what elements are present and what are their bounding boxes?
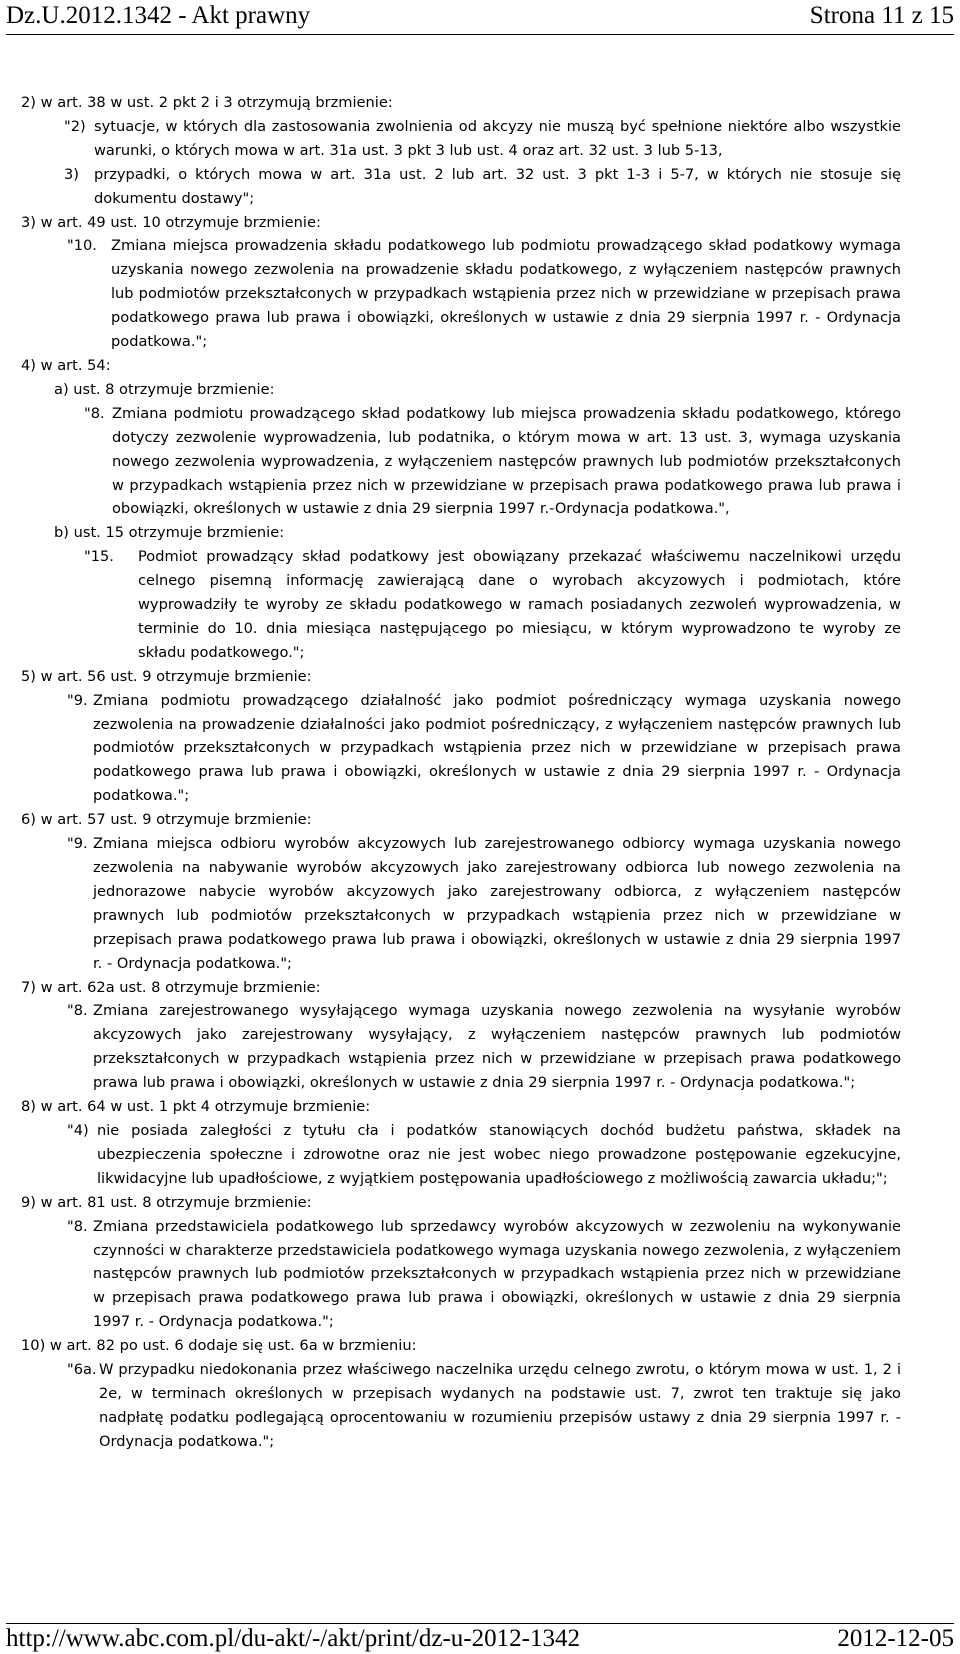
quoted-provision <box>21 234 901 354</box>
page-footer <box>6 1624 954 1654</box>
point-3 <box>21 163 901 211</box>
header-divider <box>6 34 954 35</box>
provision-text: Zmiana przedstawiciela podatkowego lub sprzedawcy wyrobów akcyzowych w zezwoleniu na wykonywanie czynności w charakterze przedstawiciela podatkowego wymaga uzyskania nowego zezwolenia, z wyłączeniem następców prawnych lub podmiotów przekształconych w przypadkach wstąpienia przez nich w przewidziane w przepisach prawa podatkowego prawa lub prawa i obowiązki, określonych w ustawie z dnia 29 sierpnia 1997 r. - Ordynacja podatkowa."; <box>93 1217 901 1331</box>
provision-label: "8. <box>67 1217 88 1235</box>
point-2 <box>21 115 901 163</box>
quoted-provision <box>21 1215 901 1335</box>
document-title: Dz.U.2012.1342 - Akt prawny <box>6 2 311 29</box>
provision-text: nie posiada zaległości z tytułu cła i podatków stanowiących dochód budżetu państwa, składek na ubezpieczenia społeczne i zdrowotne oraz nie jest wobec niego prowadzone postępowanie egzekucyjne, likwidacyjne lub upadłościowe, z wyjątkiem postępowania upadłościowego z możliwością zawarcia układu;"; <box>97 1121 901 1187</box>
item-intro: 10) w art. 82 po ust. 6 dodaje się ust. 6a w brzmieniu: <box>21 1337 417 1355</box>
provision-label: "9. <box>67 835 88 853</box>
item-intro: 4) w art. 54: <box>21 356 111 374</box>
source-url[interactable]: http://www.abc.com.pl/du-akt/-/akt/print/dz-u-2012-1342 <box>6 1625 580 1652</box>
page-header <box>6 0 954 32</box>
page-number: Strona 11 z 15 <box>809 2 954 29</box>
provision-label: "10. <box>67 237 97 255</box>
amendment-item-7 <box>21 976 901 1096</box>
amendment-item-6 <box>21 808 901 975</box>
amendment-item-8 <box>21 1095 901 1191</box>
point-label: 3) <box>64 165 79 183</box>
provision-text: Zmiana zarejestrowanego wysyłającego wymaga uzyskania nowego zezwolenia na wysyłanie wyrobów akcyzowych jako zarejestrowany wysyłający, z wyłączeniem następców prawnych lub podmiotów przekształconych w przypadkach wstąpienia przez nich w przewidziane w przepisach prawa podatkowego prawa lub prawa i obowiązki, określonych w ustawie z dnia 29 sierpnia 1997 r. - Ordynacja podatkowa."; <box>93 1002 901 1092</box>
amendment-item-4 <box>21 354 901 665</box>
item-intro: 5) w art. 56 ust. 9 otrzymuje brzmienie: <box>21 667 312 685</box>
quoted-provision <box>21 689 901 809</box>
quoted-provision <box>21 1119 901 1191</box>
document-body <box>21 91 901 1454</box>
provision-label: "8. <box>67 1002 88 1020</box>
provision-text: Zmiana podmiotu prowadzącego skład podatkowy lub miejsca prowadzenia składu podatkowego, którego dotyczy zezwolenie wyprowadzenia, lub podatnika, o którym mowa w art. 13 ust. 3, wymaga uzyskania nowego zezwolenia wyprowadzenia, z wyłączeniem następców prawnych lub podmiotów przekształconych w przypadkach wstąpienia przez nich w przewidziane w przepisach prawa podatkowego prawa lub prawa i obowiązki, określonych w ustawie z dnia 29 sierpnia 1997 r.-Ordynacja podatkowa.", <box>112 404 901 518</box>
provision-label: "6a. <box>67 1361 97 1379</box>
quoted-provision <box>54 402 901 522</box>
sub-item-a <box>21 378 901 521</box>
provision-label: "4) <box>67 1121 89 1139</box>
sub-item-b <box>21 521 901 664</box>
provision-text: Zmiana miejsca prowadzenia składu podatkowego lub podmiotu prowadzącego skład podatkowy wymaga uzyskania nowego zezwolenia na prowadzenie składu podatkowego, z wyłączeniem następców prawnych lub podmiotów przekształconych w przypadkach wstąpienia przez nich w przewidziane w przepisach prawa podatkowego prawa lub prawa i obowiązki, określonych w ustawie z dnia 29 sierpnia 1997 r. - Ordynacja podatkowa."; <box>111 237 901 351</box>
provision-label: "15. <box>84 548 114 566</box>
item-intro: 2) w art. 38 w ust. 2 pkt 2 i 3 otrzymują brzmienie: <box>21 94 393 111</box>
point-text: sytuacje, w których dla zastosowania zwolnienia od akcyzy nie muszą być spełnione niektóre albo wszystkie warunki, o których mowa w art. 31a ust. 3 pkt 3 lub ust. 4 oraz art. 32 ust. 3 lub 5-13, <box>94 117 901 159</box>
item-intro: 8) w art. 64 w ust. 1 pkt 4 otrzymuje brzmienie: <box>21 1098 371 1116</box>
quoted-provision <box>21 1358 901 1454</box>
amendment-item-10 <box>21 1334 901 1454</box>
provision-text: Podmiot prowadzący skład podatkowy jest obowiązany przekazać właściwemu naczelnikowi urzędu celnego pisemną informację zawierającą dane o wyrobach akcyzowych i podmiotach, które wyprowadziły te wyroby ze składu podatkowego w ramach posiadanych zezwoleń wyprowadzenia, w terminie do 10. dnia miesiąca następującego po miesiącu, w którym wyprowadzono te wyroby ze składu podatkowego."; <box>138 548 901 661</box>
provision-text: W przypadku niedokonania przez właściwego naczelnika urzędu celnego zwrotu, o którym mowa w ust. 1, 2 i 2e, w terminach określonych w przepisach wydanych na podstawie ust. 7, zwrot ten traktuje się jako nadpłatę podatku podlegającą oprocentowaniu w rozumieniu przepisów ustawy z dnia 29 sierpnia 1997 r. - Ordynacja podatkowa."; <box>99 1361 901 1450</box>
quoted-provision <box>54 545 901 665</box>
item-intro: 6) w art. 57 ust. 9 otrzymuje brzmienie: <box>21 811 312 829</box>
provision-text: Zmiana podmiotu prowadzącego działalność jako podmiot pośredniczący wymaga uzyskania nowego zezwolenia na prowadzenie działalności jako podmiot pośredniczący, z wyłączeniem następców prawnych lub podmiotów przekształconych w przypadkach wstąpienia przez nich w przewidziane w przepisach prawa podatkowego prawa lub prawa i obowiązki, określonych w ustawie z dnia 29 sierpnia 1997 r. - Ordynacja podatkowa."; <box>93 691 901 805</box>
amendment-item-3 <box>21 211 901 354</box>
sub-item-intro: a) ust. 8 otrzymuje brzmienie: <box>54 380 275 398</box>
quoted-provision <box>21 999 901 1095</box>
provision-label: "9. <box>67 691 88 709</box>
point-text: przypadki, o których mowa w art. 31a ust. 2 lub art. 32 ust. 3 pkt 1-3 i 5-7, w których nie stosuje się dokumentu dostawy"; <box>94 165 901 207</box>
item-intro: 3) w art. 49 ust. 10 otrzymuje brzmienie: <box>21 213 321 231</box>
provision-label: "8. <box>84 404 105 422</box>
item-intro: 7) w art. 62a ust. 8 otrzymuje brzmienie: <box>21 978 321 996</box>
provision-text: Zmiana miejsca odbioru wyrobów akcyzowych lub zarejestrowanego odbiorcy wymaga uzyskania nowego zezwolenia na nabywanie wyrobów akcyzowych jako zarejestrowany odbiorca lub nowego zezwolenia na jednorazowe nabycie wyrobów akcyzowych jako zarejestrowany odbiorca, z wyłączeniem następców prawnych lub podmiotów przekształconych w przypadkach wstąpienia przez nich w przewidziane w przepisach prawa podatkowego prawa lub prawa i obowiązki, określonych w ustawie z dnia 29 sierpnia 1997 r. - Ordynacja podatkowa."; <box>93 835 901 972</box>
sub-item-intro: b) ust. 15 otrzymuje brzmienie: <box>54 524 285 542</box>
print-date: 2012-12-05 <box>837 1625 954 1652</box>
point-label: "2) <box>64 117 86 135</box>
amendment-item-2 <box>21 91 901 211</box>
amendment-item-5 <box>21 665 901 808</box>
amendment-item-9 <box>21 1191 901 1334</box>
quoted-provision <box>21 832 901 975</box>
item-intro: 9) w art. 81 ust. 8 otrzymuje brzmienie: <box>21 1193 312 1211</box>
